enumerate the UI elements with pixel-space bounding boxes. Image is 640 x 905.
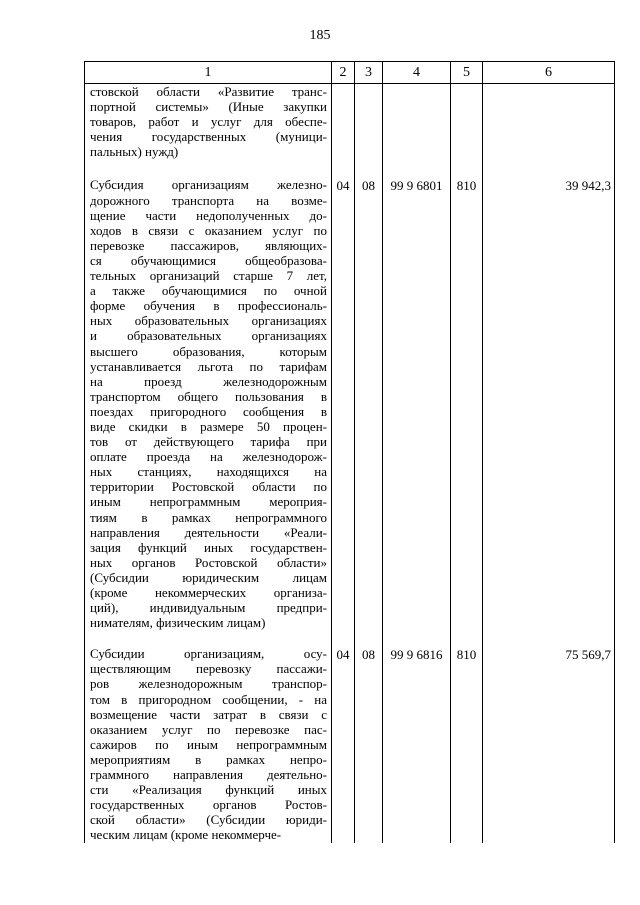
description-line: зация функций иных государствен- — [90, 539, 327, 555]
description-line: ся обучающимися общеобразова- — [90, 252, 327, 268]
section-code: 04 — [332, 177, 355, 646]
description-line: форме обучения в профессиональ- — [90, 298, 327, 314]
description-line: том в пригородном сообщении, - на — [90, 691, 327, 707]
description-line: территории Ростовской области по — [90, 479, 327, 495]
description-line: устанавливается льгота по тарифам — [90, 358, 327, 374]
description-line: ций), индивидуальным предпри- — [90, 600, 327, 616]
table-row — [85, 646, 615, 842]
description-line: (кроме некоммерческих организа- — [90, 585, 327, 600]
description-line: граммного направления деятельно- — [90, 767, 327, 783]
amount-value — [483, 84, 615, 178]
column-header-6: 6 — [483, 62, 615, 84]
budget-table — [84, 61, 615, 843]
description-line: нимателям, физическим лицам) — [90, 615, 266, 631]
column-header-4: 4 — [383, 62, 451, 84]
subsection-code: 08 — [355, 646, 383, 842]
description-line: ческим лицам (кроме некоммерче- — [90, 827, 282, 843]
section-code: 04 — [332, 646, 355, 842]
description-line: государственных органов Ростов- — [90, 797, 327, 813]
description-line: ных органов Ростовской области» — [90, 554, 327, 570]
description-line: сажиров по иным непрограммным — [90, 736, 327, 752]
description-line: виде скидки в размере 50 процен- — [90, 418, 327, 434]
description-line: поездах пригородного сообщения в — [90, 403, 327, 419]
description-line: направления деятельности «Реали- — [90, 524, 327, 540]
column-header-5: 5 — [451, 62, 483, 84]
expense-type-code: 810 — [451, 646, 483, 842]
description-line: тельных организаций старше 7 лет, — [90, 268, 327, 284]
description-line: и образовательных организациях — [90, 328, 327, 344]
description-line: ходов в связи с оказанием услуг по — [90, 222, 327, 238]
column-header-3: 3 — [355, 62, 383, 84]
row-description — [85, 177, 332, 646]
expense-type-code: 810 — [451, 177, 483, 646]
description-line: транспортом общего пользования в — [90, 388, 327, 404]
description-line: ществляющим перевозку пассажи- — [90, 661, 327, 677]
description-line: (Субсидии юридическим лицам — [90, 569, 327, 585]
section-code — [332, 84, 355, 178]
description-line: дорожного транспорта на возме- — [90, 192, 327, 208]
description-line: Субсидии организациям, осу- — [90, 646, 327, 662]
page-number: 185 — [309, 28, 331, 43]
description-line: сти «Реализация функций иных — [90, 782, 327, 798]
description-line: возмещение части затрат в связи с — [90, 706, 327, 722]
description-line: оплате проезда на железнодорож- — [90, 449, 327, 465]
subsection-code — [355, 84, 383, 178]
description-line: чения государственных (муници- — [90, 129, 327, 145]
description-line: щение части недополученных до- — [90, 207, 327, 223]
description-line: тов от действующего тарифа при — [90, 434, 327, 450]
table-header-row — [85, 62, 615, 84]
row-description — [85, 84, 332, 178]
target-article-code — [383, 84, 451, 178]
table-row — [85, 84, 615, 178]
description-line: перевозке пассажиров, являющих- — [90, 237, 327, 253]
description-line: высшего образования, которым — [90, 343, 327, 359]
description-line: иным непрограммным мероприя- — [90, 494, 327, 510]
description-line: тиям в рамках непрограммного — [90, 509, 327, 525]
description-line: ных станциях, находящихся на — [90, 464, 327, 480]
description-line: Субсидия организациям железно- — [90, 177, 327, 193]
description-line: а также обучающимися по очной — [90, 283, 327, 299]
expense-type-code — [451, 84, 483, 178]
amount-value: 39 942,3 — [483, 177, 615, 646]
row-description — [85, 646, 332, 842]
column-header-2: 2 — [332, 62, 355, 84]
description-line: стовской области «Развитие транс- — [90, 84, 327, 99]
description-line: ных образовательных организациях — [90, 313, 327, 329]
subsection-code: 08 — [355, 177, 383, 646]
description-line: ской области» (Субсидии юриди- — [90, 812, 327, 828]
column-header-1: 1 — [85, 62, 332, 84]
description-line: пальных) нужд) — [90, 144, 179, 160]
description-line: мероприятиям в рамках непро- — [90, 751, 327, 767]
description-line: на проезд железнодорожным — [90, 373, 327, 389]
description-line: портной системы» (Иные закупки — [90, 99, 327, 115]
target-article-code: 99 9 6816 — [383, 646, 451, 842]
description-line: оказанием услуг по перевозке пас- — [90, 721, 327, 737]
description-line: товаров, работ и услуг для обеспе- — [90, 114, 327, 130]
table-row — [85, 177, 615, 646]
amount-value: 75 569,7 — [483, 646, 615, 842]
target-article-code: 99 9 6801 — [383, 177, 451, 646]
description-line: ров железнодорожным транспор- — [90, 676, 327, 692]
